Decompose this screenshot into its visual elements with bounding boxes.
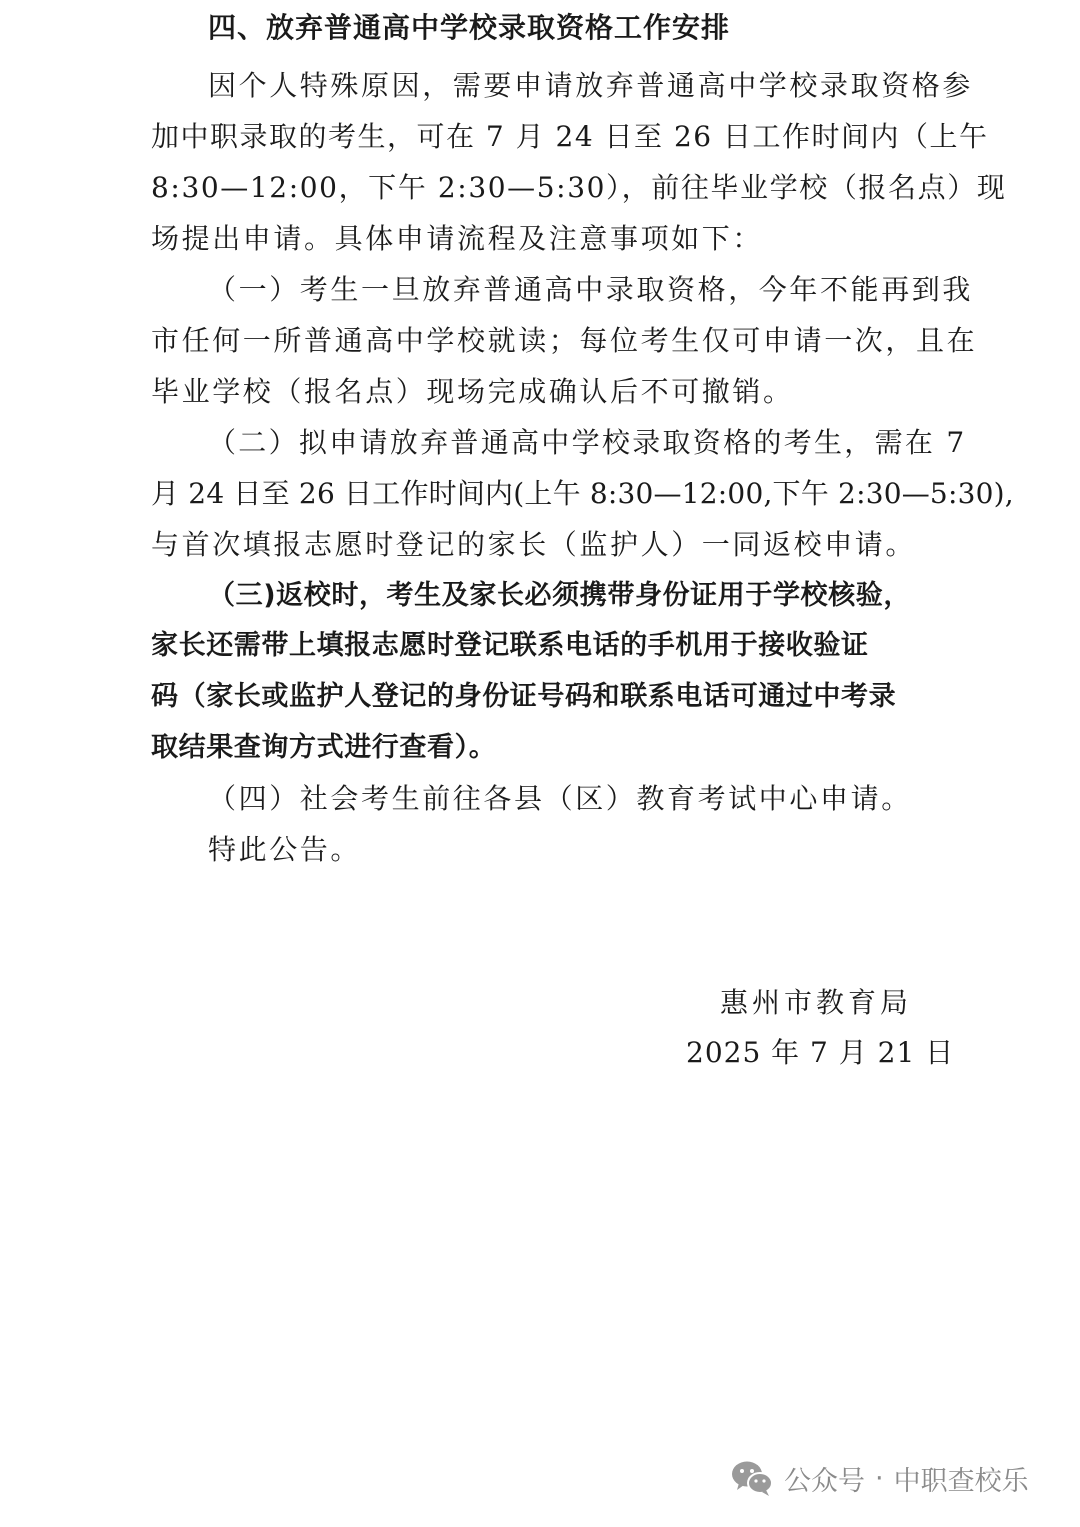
watermark-label: 公众号 bbox=[784, 1465, 865, 1497]
paragraph-line: 8:30—12:00，下午 2:30—5:30），前往毕业学校（报名点）现 bbox=[151, 171, 1007, 204]
paragraph-line-emphasized: 家长还需带上填报志愿时登记联系电话的手机用于接收验证 bbox=[151, 630, 869, 661]
paragraph-line-emphasized: 码（家长或监护人登记的身份证号码和联系电话可通过中考录 bbox=[151, 681, 897, 712]
watermark-account: 中职查校乐 bbox=[893, 1465, 1029, 1497]
paragraph-line: 月 24 日至 26 日工作时间内(上午 8:30—12:00,下午 2:30—5:30), bbox=[151, 477, 1014, 510]
signature-date: 2025 年 7 月 21 日 bbox=[686, 1036, 955, 1069]
paragraph-line: 因个人特殊原因，需要申请放弃普通高中学校录取资格参 bbox=[208, 69, 974, 102]
watermark bbox=[730, 1454, 1029, 1502]
paragraph-line: 与首次填报志愿时登记的家长（监护人）一同返校申请。 bbox=[151, 528, 917, 561]
signature-organization: 惠州市教育局 bbox=[720, 986, 913, 1019]
paragraph-line: 毕业学校（报名点）现场完成确认后不可撤销。 bbox=[151, 375, 794, 408]
paragraph-line: （二）拟申请放弃普通高中学校录取资格的考生，需在 7 bbox=[208, 426, 967, 459]
paragraph-line: （一）考生一旦放弃普通高中录取资格，今年不能再到我 bbox=[208, 273, 974, 306]
paragraph-line-emphasized: 取结果查询方式进行查看）。 bbox=[151, 732, 497, 763]
closing-line: 特此公告。 bbox=[208, 833, 362, 866]
watermark-separator: · bbox=[875, 1462, 884, 1494]
paragraph-line: （四）社会考生前往各县（区）教育考试中心申请。 bbox=[208, 782, 912, 815]
paragraph-line: 场提出申请。具体申请流程及注意事项如下： bbox=[151, 222, 764, 255]
paragraph-line: 加中职录取的考生，可在 7 月 24 日至 26 日工作时间内（上午 bbox=[151, 120, 989, 153]
paragraph-line-emphasized: （三)返校时，考生及家长必须携带身份证用于学校核验， bbox=[208, 580, 911, 611]
section-heading: 四、放弃普通高中学校录取资格工作安排 bbox=[208, 11, 731, 44]
paragraph-line: 市任何一所普通高中学校就读；每位考生仅可申请一次，且在 bbox=[151, 324, 978, 357]
wechat-icon bbox=[730, 1459, 774, 1497]
